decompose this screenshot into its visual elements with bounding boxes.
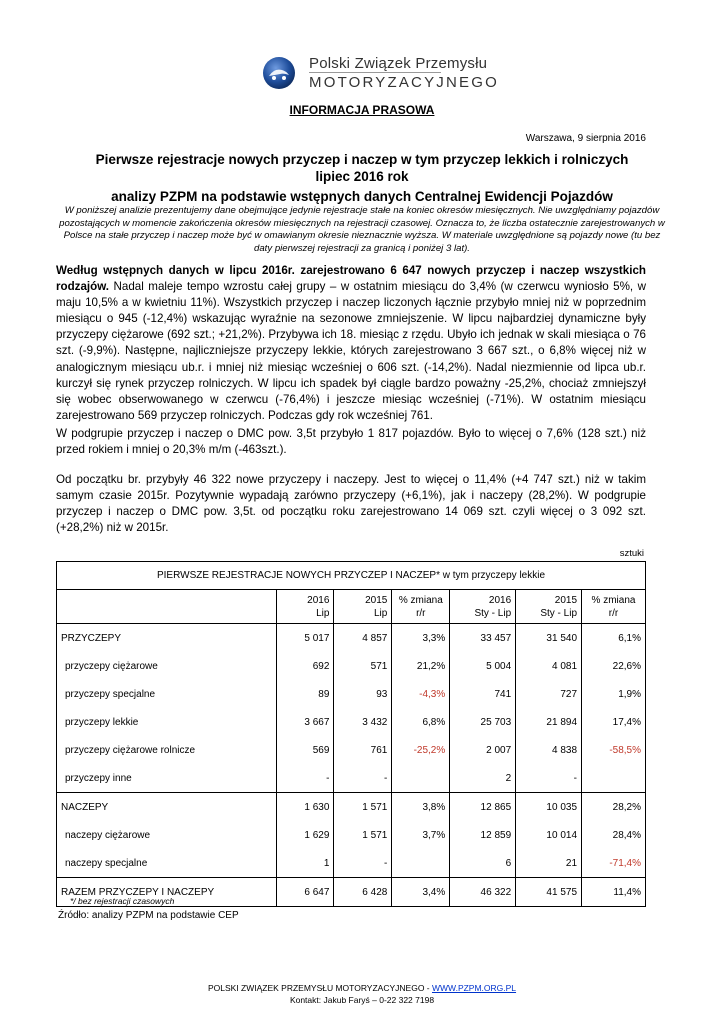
table-cell: 22,6% [582,652,646,680]
table-cell: 17,4% [582,708,646,736]
table-cell: 12 859 [450,821,516,849]
header-empty-cell [57,590,277,624]
table-cell: 6 [450,849,516,878]
table-cell: -71,4% [582,849,646,878]
org-name-line2: MOTORYZACYJNEGO [309,74,499,91]
table-cell: - [334,849,392,878]
column-header-sub: Lip [373,607,388,619]
table-cell: - [516,764,582,793]
table-row [57,680,646,708]
table-cell: 1 629 [276,821,334,849]
table-cell: 28,4% [582,821,646,849]
footer-website-link[interactable]: WWW.PZPM.ORG.PL [431,983,517,993]
table-cell [392,849,450,878]
row-label: przyczepy inne [57,764,277,793]
row-label: naczepy ciężarowe [57,821,277,849]
table-row [57,821,646,849]
table-cell: 3,8% [392,793,450,822]
table-cell: 3,3% [392,624,450,653]
table-cell: 21 [516,849,582,878]
table-source: Źródło: analizy PZPM na podstawie CEP [58,910,239,921]
table-row [57,624,646,653]
table-cell: 33 457 [450,624,516,653]
release-date: Warszawa, 9 sierpnia 2016 [525,133,646,144]
table-cell: - [276,764,334,793]
units-label: sztuki [619,548,644,559]
table-cell: 1 630 [276,793,334,822]
logo-emblem-icon [262,56,296,90]
row-label: przyczepy ciężarowe [57,652,277,680]
column-header-sub: Sty - Lip [540,607,578,619]
table-row [57,708,646,736]
table-row [57,849,646,878]
column-header-period: 2016 [307,594,330,606]
table-cell: 89 [276,680,334,708]
column-header-sub: r/r [608,607,619,619]
table-cell: 571 [334,652,392,680]
table-cell: 21 894 [516,708,582,736]
table-cell: 3,7% [392,821,450,849]
column-header [392,590,450,624]
org-name-line1: Polski Związek Przemysłu [309,55,488,72]
table-row [57,652,646,680]
table-cell: 1 571 [334,821,392,849]
title-line2: lipiec 2016 rok [315,169,409,184]
table-cell: 1 571 [334,793,392,822]
column-header-sub: Lip [316,607,330,619]
paragraph-1-lead: Według wstępnych danych w lipcu 2016r. zarejestrowano 6 647 nowych przyczep i naczep wszystkich rodzajów. [56,264,646,294]
table-cell: 41 575 [516,878,582,907]
table-row [57,764,646,793]
table-cell: 12 865 [450,793,516,822]
table-cell: 2 [450,764,516,793]
table-cell: 11,4% [582,878,646,907]
row-label: RAZEM PRZYCZEPY I NACZEPY [57,878,277,907]
paragraph-1 [56,263,646,424]
table-cell: 10 035 [516,793,582,822]
table-cell: 1 [276,849,334,878]
page-footer-contact: Kontakt: Jakub Faryś – 0-22 322 7198 [289,995,435,1005]
table-header-row [57,590,646,624]
table-cell: 5 004 [450,652,516,680]
column-header [334,590,392,624]
column-header-period: % zmiana [591,594,636,606]
table-cell: 21,2% [392,652,450,680]
table-cell: 6,1% [582,624,646,653]
paragraph-1-text: Nadal maleje tempo wzrostu całej grupy – w ostatnim miesiącu do 3,4% (w czerwcu wyniosło 5%, w maju 10,5% a w kwietniu 11%). Wszystkich przyczep i naczep liczonych łącznie przybyło mniej niż w poprzednim miesiącu o 945 (-12,4%) wskazując wyraźnie na sezonowe zmniejszenie. W lipcu najbardziej dynamiczne były przyczepy ciężarowe (692 szt.; +21,2%). Przybywa ich 18. miesiąc z rzędu. Ubyło ich jednak w skali miesiąca o 76 szt. (-9,9%). Następne, najliczniejsze przyczepy lekkie, których zarejestrowano 3 667 szt., o 6,8% więcej niż w analogicznym miesiącu ub.r. i mniej niż miesiąc wcześniej o 606 szt. (-14,2%). Nadal niezmiennie od lipca ub.r. kurczył się rynek przyczep rolniczych. W lipcu ich spadek był ciągle bardzo poważny -25,2%, chociaż zmniejszył się wobec obserwowanego w czerwcu (-76,4%) i jeszcze miesiąc wcześniej (-71%). W ostatnim miesiącu zarejestrowano 569 przyczep rolniczych. Podczas gdy rok wcześniej 761. [56,280,646,422]
table-cell: 3 667 [276,708,334,736]
table-cell: 4 838 [516,736,582,764]
table-cell: 31 540 [516,624,582,653]
row-label: przyczepy lekkie [57,708,277,736]
table-cell: 46 322 [450,878,516,907]
column-header-period: 2016 [488,594,512,606]
column-header [582,590,646,624]
row-label: PRZYCZEPY [57,624,277,653]
column-header [276,590,334,624]
table-cell: - [334,764,392,793]
table-title-row [57,562,646,590]
column-header [516,590,582,624]
footer-org: POLSKI ZWIĄZEK PRZEMYSŁU MOTORYZACYJNEGO - [207,983,432,993]
paragraph-2: W podgrupie przyczep i naczep o DMC pow. 3,5t przybyło 1 817 pojazdów. Było to więcej o 7,6% (128 szt.) niż przed rokiem i mniej o 20,3% m/m (-463szt.). [56,427,646,457]
column-header-sub: Sty - Lip [474,607,512,619]
title-line3: analizy PZPM na podstawie wstępnych danych Centralnej Ewidencji Pojazdów [111,189,613,204]
row-label: NACZEPY [57,793,277,822]
table-cell: -58,5% [582,736,646,764]
table-cell: 25 703 [450,708,516,736]
press-release-label: INFORMACJA PRASOWA [289,103,435,117]
column-header-period: 2015 [365,594,388,606]
methodology-note: W poniższej analizie prezentujemy dane obejmujące jedynie rejestracje stałe na koniec okresów miesięcznych. Nie uwzględniamy pojazdów pozostających w momencie zakończenia okresów miesięcznych na rejestracji czasowej. Oznacza to, że liczba ostatecznie zarejestrowanych w Polsce na stałe przyczep i naczep może być w omawianym okresie nieznacznie wyższa. W materiale uwzględnione są pojazdy nowe (tu bez daty pierwszej rejestracji za granicą i poniżej 3 lat). [59,205,665,254]
table-cell: 741 [450,680,516,708]
table-cell: 692 [276,652,334,680]
table-cell: -25,2% [392,736,450,764]
table-cell: 93 [334,680,392,708]
table-row [57,736,646,764]
table-footnote: */ bez rejestracji czasowych [70,896,175,906]
column-header-period: 2015 [554,594,578,606]
table-cell [392,764,450,793]
row-label: przyczepy ciężarowe rolnicze [57,736,277,764]
table-cell: 3,4% [392,878,450,907]
table-cell [582,764,646,793]
row-label: naczepy specjalne [57,849,277,878]
table-cell: -4,3% [392,680,450,708]
table-cell: 761 [334,736,392,764]
page-footer-line1 [0,983,724,993]
table-cell: 10 014 [516,821,582,849]
pzpm-logo [262,50,499,100]
paragraph-3: Od początku br. przybyły 46 322 nowe przyczepy i naczepy. Jest to więcej o 11,4% (+4 747 szt.) niż w takim samym czasie 2015r. Pozytywnie wypadają zarówno przyczepy (+6,1%), jak i naczepy (28,2%). W podgrupie przyczep i naczep o DMC pow. 3,5t. od początku roku zarejestrowano 14 069 szt. czyli więcej o 3 092 szt. (+28,2%) niż w 2015r. [56,473,646,535]
column-header-sub: r/r [416,607,426,619]
table-cell: 4 857 [334,624,392,653]
logo-divider [309,72,441,73]
table-title: PIERWSZE REJESTRACJE NOWYCH PRZYCZEP I NACZEP* w tym przyczepy lekkie [57,562,646,590]
table-cell: 2 007 [450,736,516,764]
title-line1: Pierwsze rejestracje nowych przyczep i naczep w tym przyczep lekkich i rolniczych [95,152,629,167]
table-cell: 3 432 [334,708,392,736]
table-cell: 6 647 [276,878,334,907]
table-cell: 6 428 [334,878,392,907]
table-cell: 569 [276,736,334,764]
table-row [57,793,646,822]
table-cell: 4 081 [516,652,582,680]
table-cell: 5 017 [276,624,334,653]
table-cell: 28,2% [582,793,646,822]
table-cell: 1,9% [582,680,646,708]
column-header-period: % zmiana [398,594,443,606]
column-header [450,590,516,624]
table-cell: 6,8% [392,708,450,736]
registrations-table [56,561,646,907]
table-cell: 727 [516,680,582,708]
row-label: przyczepy specjalne [57,680,277,708]
